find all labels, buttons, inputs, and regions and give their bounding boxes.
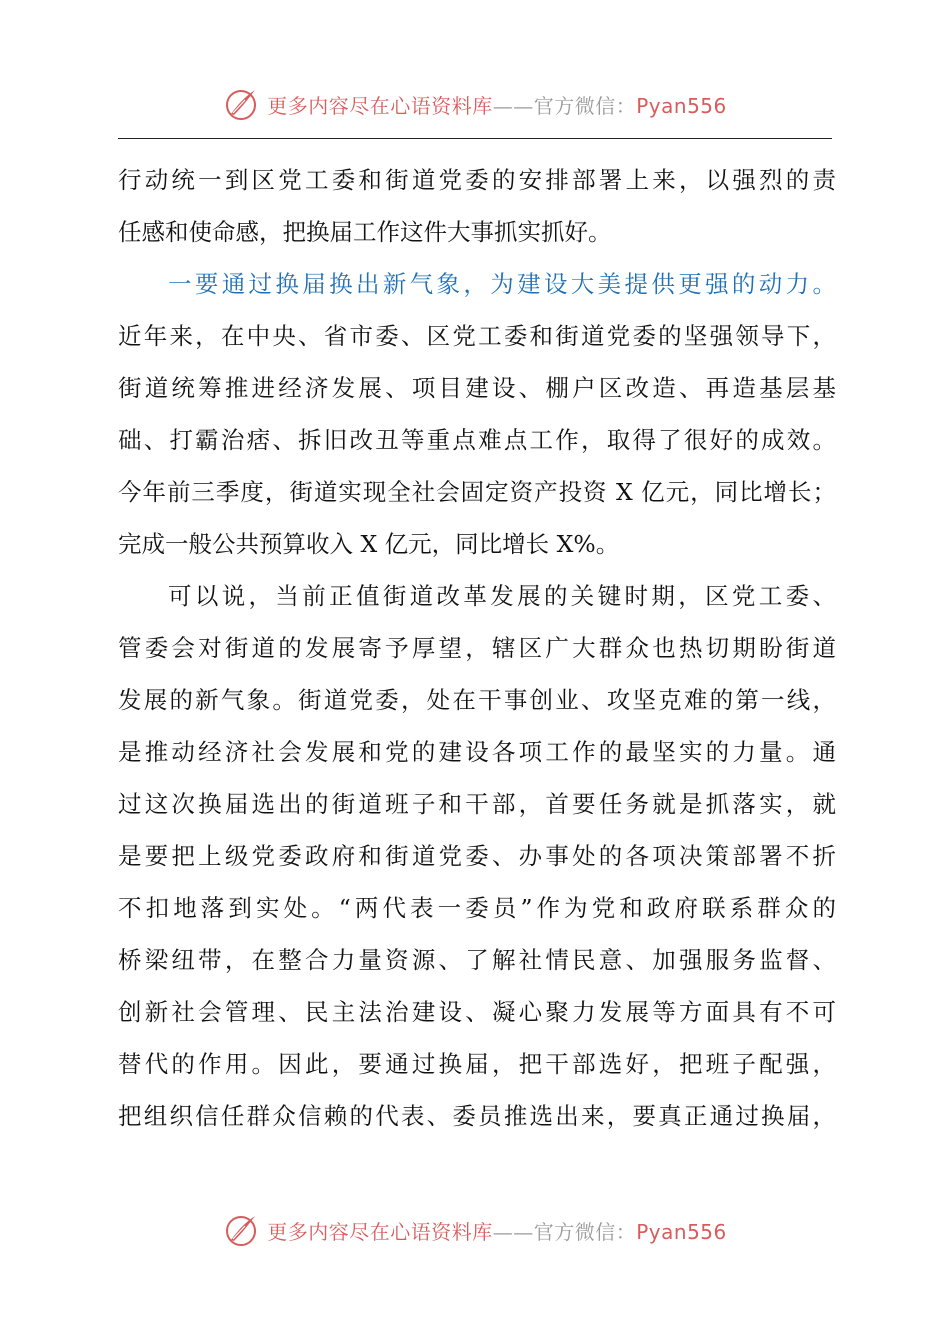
body-line: 把组织信任群众信赖的代表、委员推选出来，要真正通过换届， [118,1102,836,1130]
section-heading-line: 一要通过换届换出新气象，为建设大美提供更强的动力。 [168,270,836,298]
watermark-id: Pyan556 [636,93,727,118]
body-line: 替代的作用。因此，要通过换届，把干部选好，把班子配强， [118,1050,836,1078]
quill-logo-icon [223,1212,259,1248]
watermark-prefix: 更多内容尽在心语资料库 [267,93,493,118]
watermark-label: 官方微信： [533,1219,637,1244]
body-line: 过这次换届选出的街道班子和干部，首要任务就是抓落实，就 [118,790,836,818]
body-line: 是推动经济社会发展和党的建设各项工作的最坚实的力量。通 [118,738,836,766]
watermark-separator: —— [492,1219,534,1244]
body-line: 础、打霸治痞、拆旧改丑等重点难点工作，取得了很好的成效。 [118,426,836,454]
quill-logo-icon [223,86,259,122]
document-body [118,154,836,1142]
body-line: 可以说，当前正值街道改革发展的关键时期，区党工委、 [168,582,836,610]
watermark-text [267,1216,727,1245]
watermark-separator: —— [492,93,534,118]
body-line: 创新社会管理、民主法治建设、凝心聚力发展等方面具有不可 [118,998,836,1026]
body-line: 不扣地落到实处。“两代表一委员”作为党和政府联系群众的 [118,894,836,922]
body-line: 行动统一到区党工委和街道党委的安排部署上来，以强烈的责 [118,166,836,194]
footer-watermark [0,1210,950,1250]
watermark-label: 官方微信： [533,93,637,118]
body-line: 今年前三季度，街道实现全社会固定资产投资 X 亿元，同比增长； [118,478,836,506]
watermark-text [267,90,727,119]
watermark-id: Pyan556 [636,1219,727,1244]
body-line: 街道统筹推进经济发展、项目建设、棚户区改造、再造基层基 [118,374,836,402]
header-watermark [0,84,950,124]
body-line: 完成一般公共预算收入 X 亿元，同比增长 X%。 [118,530,620,558]
watermark-prefix: 更多内容尽在心语资料库 [267,1219,493,1244]
body-line: 是要把上级党委政府和街道党委、办事处的各项决策部署不折 [118,842,836,870]
body-line: 管委会对街道的发展寄予厚望，辖区广大群众也热切期盼街道 [118,634,836,662]
body-line: 发展的新气象。街道党委，处在干事创业、攻坚克难的第一线， [118,686,836,714]
body-line: 任感和使命感，把换届工作这件大事抓实抓好。 [118,218,612,246]
header-rule [118,138,832,139]
body-line: 近年来，在中央、省市委、区党工委和街道党委的坚强领导下， [118,322,836,350]
body-line: 桥梁纽带，在整合力量资源、了解社情民意、加强服务监督、 [118,946,836,974]
